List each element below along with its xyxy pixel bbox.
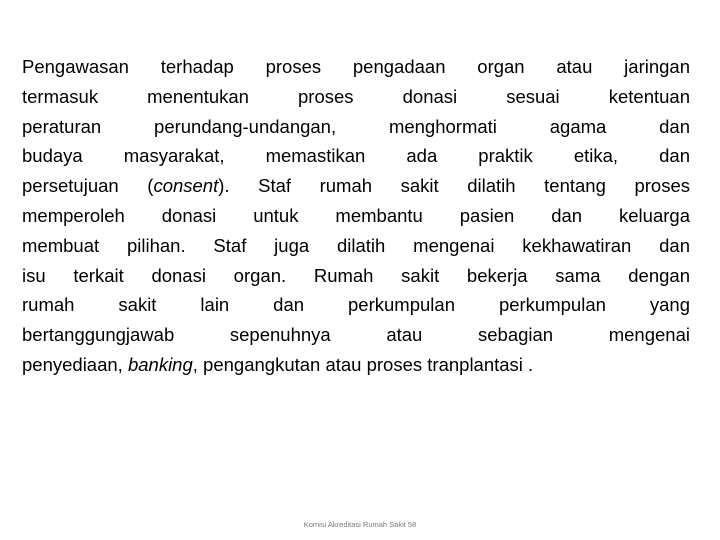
slide-footer: Komisi Akreditasi Rumah Sakit 58: [303, 520, 417, 529]
paragraph-line-2: [22, 82, 690, 112]
paragraph-line-4: [22, 141, 690, 171]
paragraph-line-10: [22, 320, 690, 350]
paragraph-line-5: [22, 171, 690, 201]
line-text: isu terkait donasi organ. Rumah sakit bekerja sama dengan: [22, 264, 690, 286]
line-text: persetujuan (: [22, 175, 154, 197]
line-text: termasuk menentukan proses donasi sesuai ketentuan: [22, 85, 690, 107]
paragraph-line-3: [22, 112, 690, 142]
line-text: penyediaan,: [22, 353, 128, 375]
paragraph-line-1: [22, 52, 690, 82]
line-text: budaya masyarakat, memastikan ada praktik etika, dan: [22, 145, 690, 167]
line-text: membuat pilihan. Staf juga dilatih mengenai kekhawatiran dan: [22, 234, 690, 256]
body-paragraph: [22, 52, 690, 380]
line-text: Pengawasan terhadap proses pengadaan organ atau jaringan: [22, 56, 690, 77]
paragraph-line-7: [22, 231, 690, 261]
line-text: peraturan perundang-undangan, menghormati agama dan: [22, 115, 690, 137]
italic-term-banking: banking: [127, 353, 193, 375]
line-text: memperoleh donasi untuk membantu pasien dan keluarga: [22, 204, 690, 226]
line-text: bertanggungjawab sepenuhnya atau sebagian mengenai: [22, 324, 690, 346]
paragraph-line-11: [22, 350, 690, 380]
line-text: , pengangkutan atau proses tranplantasi .: [192, 353, 534, 375]
line-text: ). Staf rumah sakit dilatih tentang proses: [218, 175, 690, 197]
paragraph-line-6: [22, 201, 690, 231]
paragraph-line-8: [22, 261, 690, 291]
italic-term-consent: consent: [153, 175, 219, 197]
paragraph-line-9: [22, 290, 690, 320]
line-text: rumah sakit lain dan perkumpulan perkumpulan yang: [22, 294, 690, 316]
